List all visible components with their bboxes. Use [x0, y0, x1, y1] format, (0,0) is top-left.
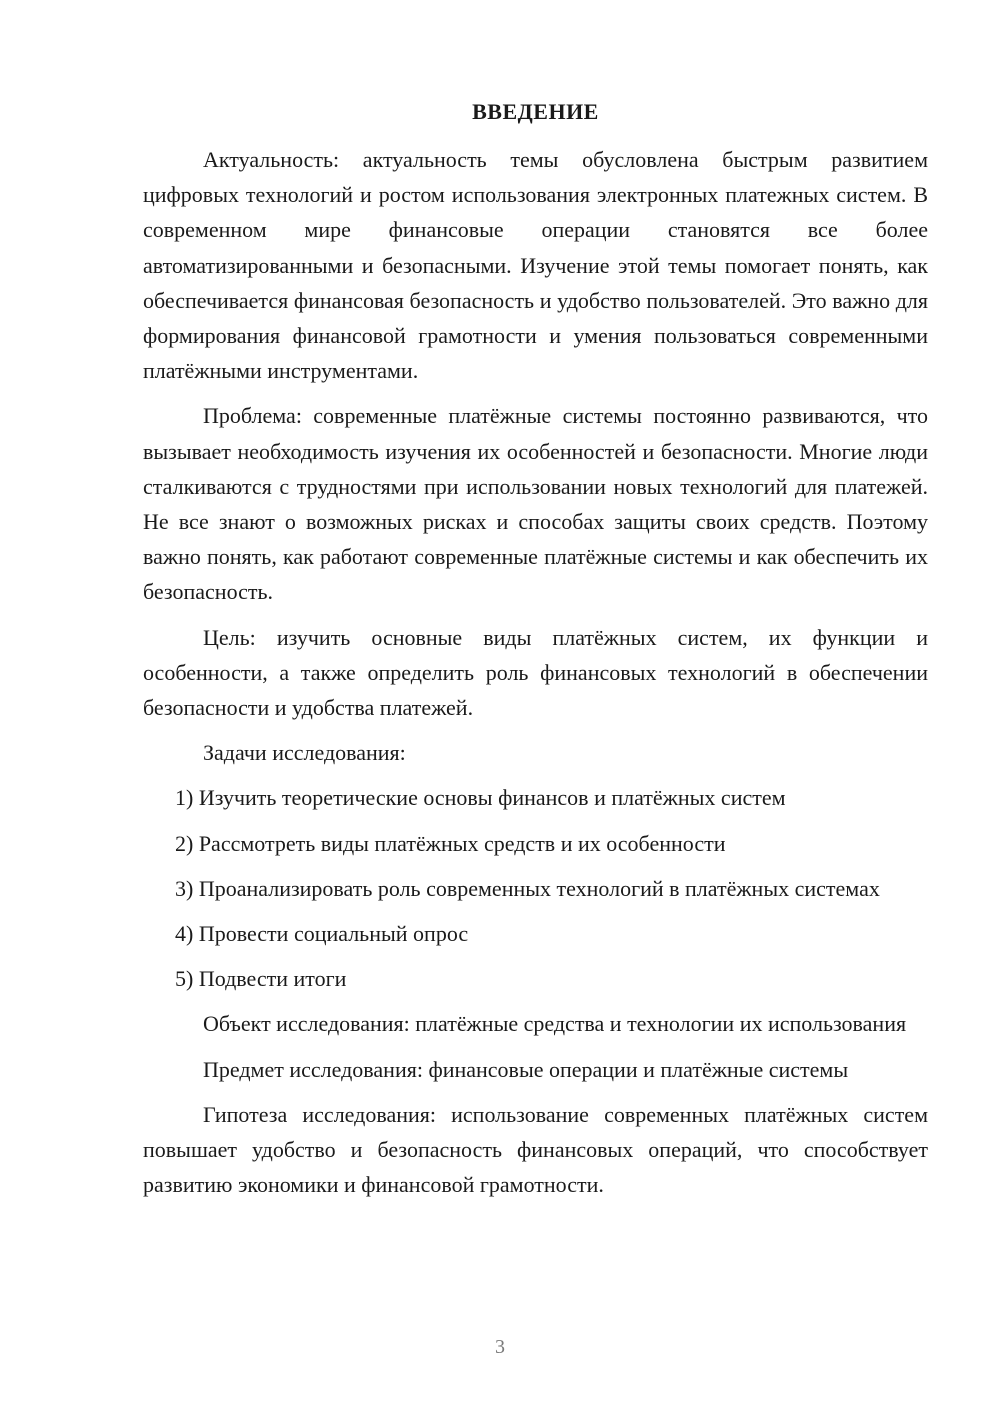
- subject-paragraph: Предмет исследования: финансовые операции и платёжные системы: [203, 1056, 849, 1082]
- page-number: 3: [495, 1336, 505, 1358]
- task-item: 5) Подвести итоги: [175, 966, 347, 992]
- object-paragraph: Объект исследования: платёжные средства и технологии их использования: [203, 1011, 907, 1037]
- relevance-paragraph: Актуальность: актуальность темы обусловлена быстрым развитием цифровых технологий и ростом использования электронных платежных систем. В современном мире финансовые операции становятся все более автоматизированными и безопасными. Изучение этой темы помогает понять, как обеспечивается финансовая безопасность и удобство пользователей. Это важно для формирования финансовой грамотности и умения пользоваться современными платёжными инструментами.: [143, 147, 928, 384]
- problem-paragraph: Проблема: современные платёжные системы постоянно развиваются, что вызывает необходимость изучения их особенностей и безопасности. Многие люди сталкиваются с трудностями при использовании новых технологий для платежей. Не все знают о возможных рисках и способах защиты своих средств. Поэтому важно понять, как работают современные платёжные системы и как обеспечить их безопасность.: [143, 403, 928, 605]
- goal-paragraph: Цель: изучить основные виды платёжных систем, их функции и особенности, а также определить роль финансовых технологий в обеспечении безопасности и удобства платежей.: [143, 624, 928, 721]
- task-item: 4) Провести социальный опрос: [175, 921, 469, 947]
- document-body: [143, 142, 928, 1212]
- task-item: 1) Изучить теоретические основы финансов и платёжных систем: [175, 785, 786, 811]
- task-item: 2) Рассмотреть виды платёжных средств и их особенности: [175, 830, 726, 856]
- task-item: 3) Проанализировать роль современных технологий в платёжных системах: [175, 875, 880, 901]
- section-title: ВВЕДЕНИЕ: [472, 99, 599, 124]
- tasks-heading: Задачи исследования:: [203, 740, 406, 766]
- hypothesis-paragraph: Гипотеза исследования: использование современных платёжных систем повышает удобство и безопасность финансовых операций, что способствует развитию экономики и финансовой грамотности.: [143, 1101, 928, 1198]
